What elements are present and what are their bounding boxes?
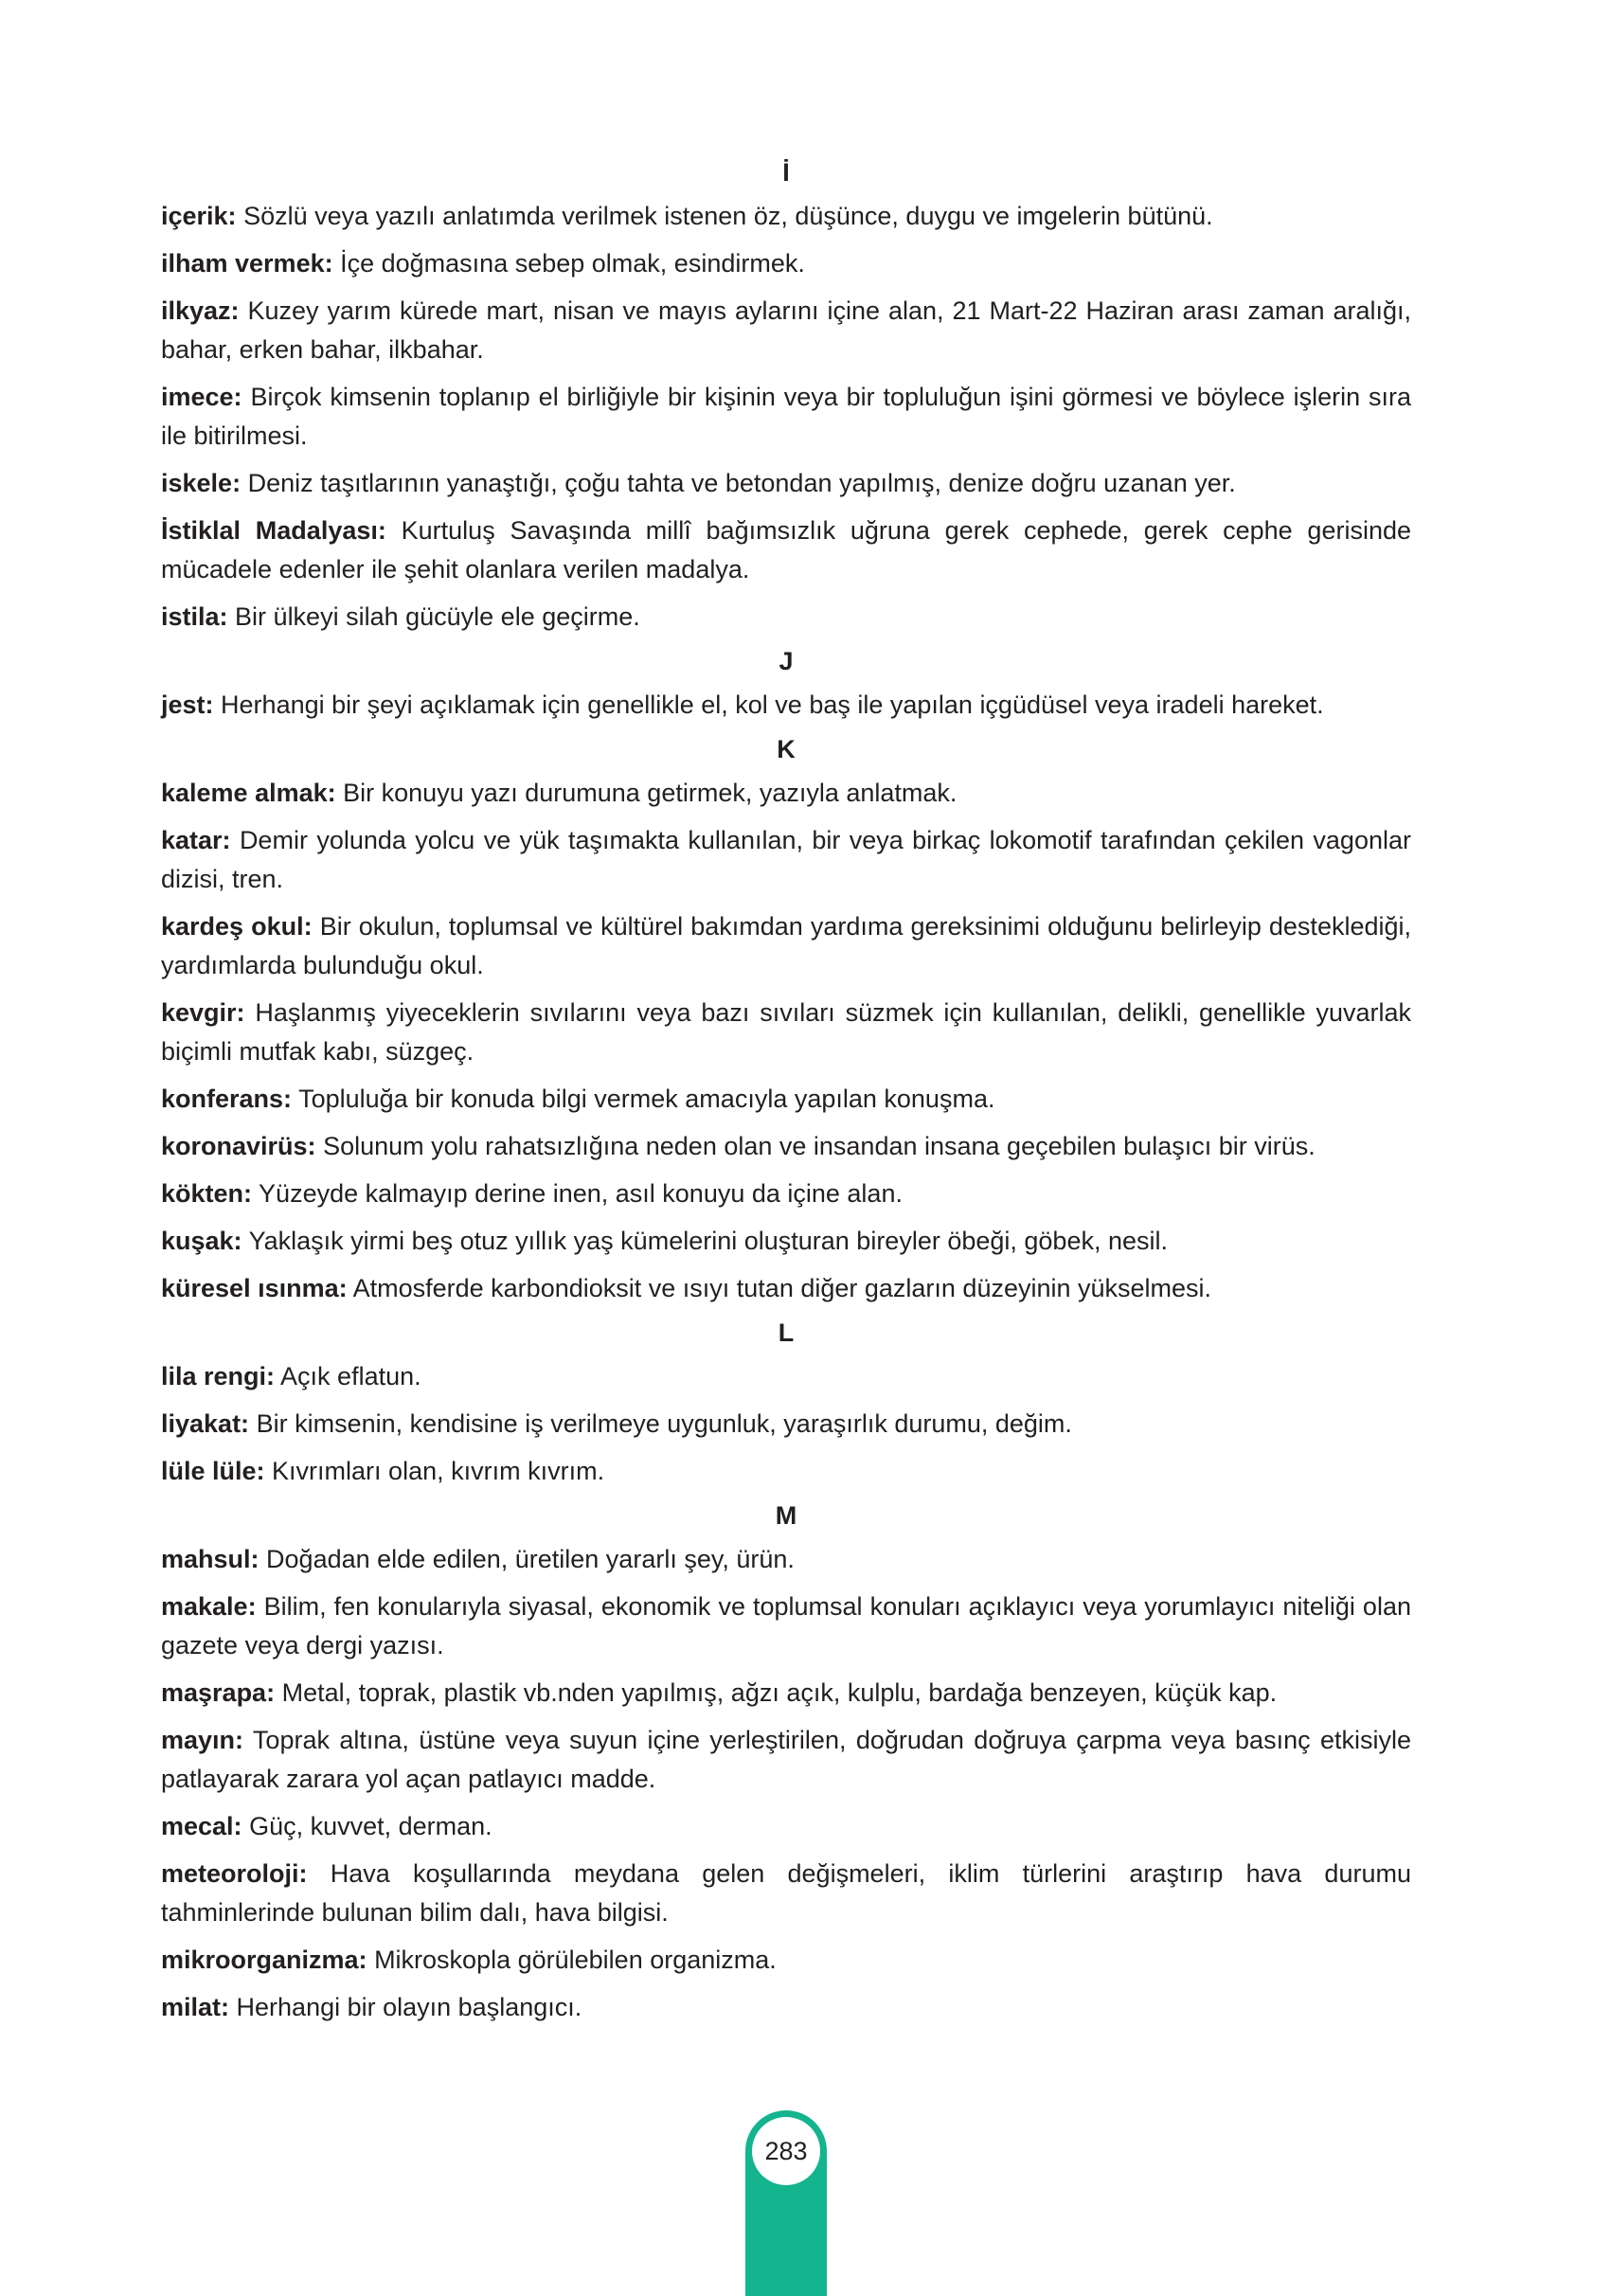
glossary-entry [161, 1175, 1411, 1213]
glossary-entry [161, 1222, 1411, 1261]
entry-definition: Doğadan elde edilen, üretilen yararlı şey, ürün. [266, 1545, 795, 1573]
glossary-entry [161, 378, 1411, 456]
entry-term: İstiklal Madalyası: [161, 516, 386, 545]
page-footer-tab [745, 2110, 827, 2296]
entry-term: mikroorganizma: [161, 1946, 367, 1974]
entry-definition: Güç, kuvvet, derman. [249, 1812, 492, 1840]
glossary-entry [161, 1988, 1411, 2027]
glossary-entry [161, 1807, 1411, 1846]
glossary-entry [161, 598, 1411, 637]
glossary [161, 150, 1411, 2036]
entry-definition: Yüzeyde kalmayıp derine inen, asıl konuyu da içine alan. [259, 1179, 903, 1208]
entry-definition: Açık eflatun. [280, 1362, 421, 1390]
entry-term: imece: [161, 383, 242, 411]
entry-term: istila: [161, 602, 228, 631]
entry-definition: Kıvrımları olan, kıvrım kıvrım. [272, 1457, 605, 1485]
section-letter-m: M [775, 1501, 797, 1530]
glossary-entry [161, 1674, 1411, 1713]
entry-definition: Demir yolunda yolcu ve yük taşımakta kullanılan, bir veya birkaç lokomotif tarafından çekilen vagonlar dizisi, tren. [161, 826, 1411, 893]
entry-definition: Bir ülkeyi silah gücüyle ele geçirme. [235, 602, 640, 631]
entry-definition: Bir kimsenin, kendisine iş verilmeye uygunluk, yaraşırlık durumu, değim. [256, 1409, 1072, 1438]
entry-definition: Bilim, fen konularıyla siyasal, ekonomik ve toplumsal konuları açıklayıcı veya yorumlayıcı niteliği olan gazete veya dergi yazısı. [161, 1592, 1411, 1659]
entry-term: kuşak: [161, 1227, 242, 1255]
entry-definition: Herhangi bir şeyi açıklamak için genellikle el, kol ve baş ile yapılan içgüdüsel veya iradeli hareket. [221, 691, 1324, 719]
entry-definition: Topluluğa bir konuda bilgi vermek amacıyla yapılan konuşma. [298, 1085, 995, 1113]
entry-term: mahsul: [161, 1545, 260, 1573]
entry-definition: Hava koşullarında meydana gelen değişmeleri, iklim türlerini araştırıp hava durumu tahminlerinde bulunan bilim dalı, hava bilgisi. [161, 1859, 1411, 1927]
entry-definition: Sözlü veya yazılı anlatımda verilmek istenen öz, düşünce, duygu ve imgelerin bütünü. [243, 202, 1213, 230]
glossary-entry [161, 1587, 1411, 1665]
glossary-entry [161, 1540, 1411, 1579]
glossary-entry [161, 1452, 1411, 1491]
glossary-entry [161, 994, 1411, 1071]
entry-definition: Yaklaşık yirmi beş otuz yıllık yaş kümelerini oluşturan bireyler öbeği, göbek, nesil. [248, 1227, 1168, 1255]
entry-definition: Haşlanmış yiyeceklerin sıvılarını veya bazı sıvıları süzmek için kullanılan, delikli, genellikle yuvarlak biçimli mutfak kabı, süzgeç. [161, 998, 1411, 1066]
entry-definition: Solunum yolu rahatsızlığına neden olan ve insandan insana geçebilen bulaşıcı bir virüs. [323, 1132, 1316, 1160]
entry-definition: Bir okulun, toplumsal ve kültürel bakımdan yardıma gereksinimi olduğunu belirleyip desteklediği, yardımlarda bulunduğu okul. [161, 912, 1411, 979]
glossary-entry [161, 774, 1411, 813]
entry-term: mayın: [161, 1726, 244, 1754]
entry-term: maşrapa: [161, 1678, 276, 1707]
entry-term: iskele: [161, 469, 242, 497]
entry-term: makale: [161, 1592, 257, 1621]
entry-definition: Metal, toprak, plastik vb.nden yapılmış, ağzı açık, kulplu, bardağa benzeyen, küçük kap. [281, 1678, 1278, 1707]
entry-term: konferans: [161, 1085, 293, 1113]
entry-term: milat: [161, 1993, 230, 2021]
glossary-entry [161, 1080, 1411, 1119]
glossary-entry [161, 1721, 1411, 1799]
entry-term: kökten: [161, 1179, 253, 1208]
entry-term: küresel ısınma: [161, 1274, 348, 1302]
glossary-entry [161, 244, 1411, 283]
entry-term: koronavirüs: [161, 1132, 316, 1160]
glossary-entry [161, 1269, 1411, 1308]
glossary-entry [161, 1127, 1411, 1166]
glossary-entry [161, 821, 1411, 899]
entry-term: mecal: [161, 1812, 242, 1840]
glossary-entry [161, 197, 1411, 236]
section-letter-i: İ [782, 158, 790, 187]
section-letter-j: J [779, 647, 794, 675]
glossary-entry [161, 511, 1411, 589]
entry-term: liyakat: [161, 1409, 250, 1438]
entry-definition: Deniz taşıtlarının yanaştığı, çoğu tahta ve betondan yapılmış, denize doğru uzanan yer. [247, 469, 1236, 497]
entry-definition: Birçok kimsenin toplanıp el birliğiyle bir kişinin veya bir topluluğun işini görmesi ve böylece işlerin sıra ile bitirilmesi. [161, 383, 1411, 450]
entry-definition: Toprak altına, üstüne veya suyun içine yerleştirilen, doğrudan doğruya çarpma veya basınç etkisiyle patlayarak zarara yol açan patlayıcı madde. [161, 1726, 1411, 1793]
entry-definition: Mikroskopla görülebilen organizma. [374, 1946, 777, 1974]
entry-term: lila rengi: [161, 1362, 276, 1390]
entry-term: ilham vermek: [161, 249, 333, 278]
entry-definition: Herhangi bir olayın başlangıcı. [236, 1993, 582, 2021]
glossary-entry [161, 907, 1411, 985]
page-number: 283 [752, 2117, 820, 2185]
glossary-entry [161, 1405, 1411, 1444]
entry-definition: Atmosferde karbondioksit ve ısıyı tutan diğer gazların düzeyinin yükselmesi. [352, 1274, 1212, 1302]
entry-definition: Kuzey yarım kürede mart, nisan ve mayıs aylarını içine alan, 21 Mart-22 Haziran arası zaman aralığı, bahar, erken bahar, ilkbahar. [161, 296, 1411, 364]
entry-term: meteoroloji: [161, 1859, 308, 1888]
entry-term: kevgir: [161, 998, 245, 1027]
entry-term: kaleme almak: [161, 779, 336, 807]
entry-term: kardeş okul: [161, 912, 313, 941]
glossary-entry [161, 1855, 1411, 1932]
glossary-entry [161, 686, 1411, 725]
glossary-entry [161, 464, 1411, 503]
glossary-entry [161, 1357, 1411, 1396]
glossary-entry [161, 292, 1411, 369]
entry-term: ilkyaz: [161, 296, 240, 325]
section-letter-l: L [778, 1318, 795, 1347]
entry-term: lüle lüle: [161, 1457, 265, 1485]
section-letter-k: K [777, 735, 796, 763]
entry-definition: İçe doğmasına sebep olmak, esindirmek. [340, 249, 805, 278]
entry-definition: Kurtuluş Savaşında millî bağımsızlık uğruna gerek cephede, gerek cephe gerisinde mücadele edenler ile şehit olanlara verilen madalya. [161, 516, 1411, 583]
entry-definition: Bir konuyu yazı durumuna getirmek, yazıyla anlatmak. [343, 779, 958, 807]
entry-term: jest: [161, 691, 214, 719]
glossary-entry [161, 1941, 1411, 1980]
entry-term: katar: [161, 826, 231, 854]
entry-term: içerik: [161, 202, 237, 230]
